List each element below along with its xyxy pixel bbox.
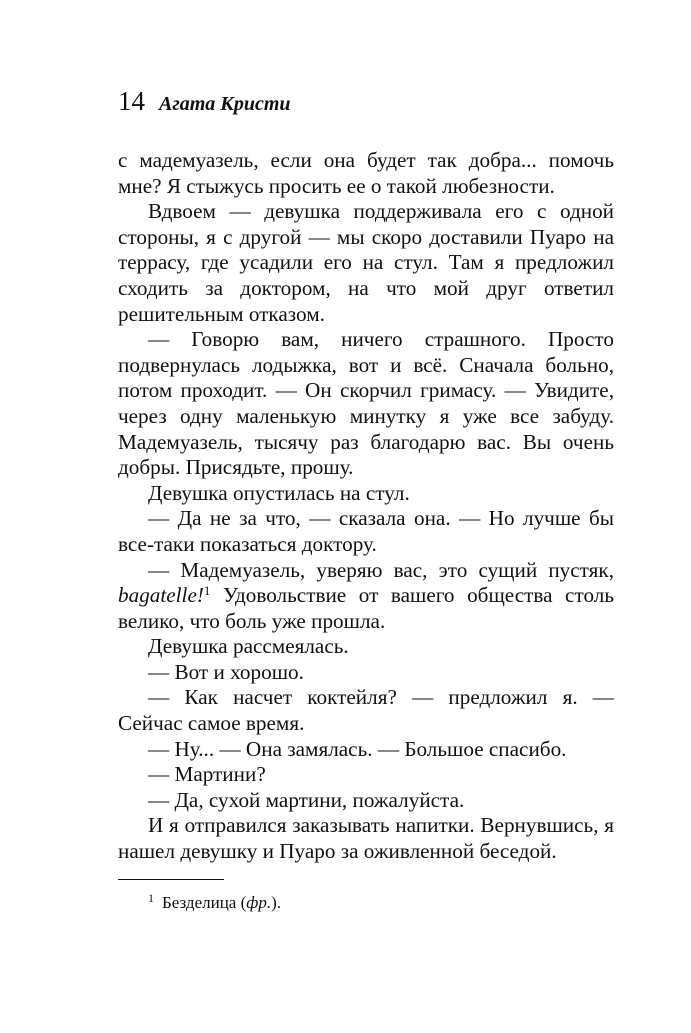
paragraph: — Да, сухой мартини, пожалуйста. (148, 787, 465, 812)
paragraph: Девушка рассмеялась. (148, 634, 349, 659)
paragraph: — Да не за что, — сказала она. — Но лучше бы все-таки показаться доктору. (118, 506, 614, 556)
paragraph: — Мартини? (148, 762, 266, 787)
footnote-text: ). (271, 892, 282, 912)
body-text (118, 148, 614, 865)
footnote-italic: фр. (246, 892, 272, 912)
page-number: 14 (118, 86, 145, 116)
footnote-divider (118, 879, 224, 880)
paragraph: — Говорю вам, ничего страшного. Просто подвернулась лодыжка, вот и всё. Сначала больно, потом проходит. — Он скорчил гримасу. — Увидите, через одну маленькую минутку я уже все забуду. Мадемуазель, тысячу раз благодарю вас. Вы очень добры. Присядьте, прошу. (118, 327, 614, 480)
footnote-reference[interactable]: 1 (203, 583, 211, 599)
footnote-number: 1 (148, 890, 154, 905)
paragraph: с мадемуазель, если она будет так добра... помочь мне? Я стыжусь просить ее о такой любезности. (118, 148, 614, 198)
footnote (118, 892, 614, 914)
paragraph: И я отправился заказывать напитки. Вернувшись, я нашел девушку и Пуаро за оживленной беседой. (118, 813, 614, 864)
paragraph (118, 558, 614, 635)
paragraph-text: Удовольствие от вашего общества столь велико, что боль уже прошла. (118, 583, 614, 633)
page-header (118, 86, 614, 126)
paragraph: Девушка опустилась на стул. (148, 480, 410, 505)
running-title: Агата Кристи (159, 93, 291, 115)
paragraph: — Как насчет коктейля? — предложил я. — Сейчас самое время. (118, 685, 614, 736)
footnote-text: Безделица ( (162, 892, 247, 912)
book-page (118, 86, 614, 914)
italic-word: bagatelle! (118, 583, 204, 608)
paragraph: — Ну... — Она замялась. — Большое спасибо. (148, 736, 567, 761)
paragraph: Вдвоем — девушка поддерживала его с одной стороны, я с другой — мы скоро доставили Пуаро на террасу, где усадили его на стул. Там я предложил сходить за доктором, на что мой друг ответил решительным отказом. (118, 199, 614, 326)
paragraph: — Вот и хорошо. (148, 659, 304, 684)
paragraph-text: — Мадемуазель, уверяю вас, это сущий пустяк, (148, 557, 614, 582)
